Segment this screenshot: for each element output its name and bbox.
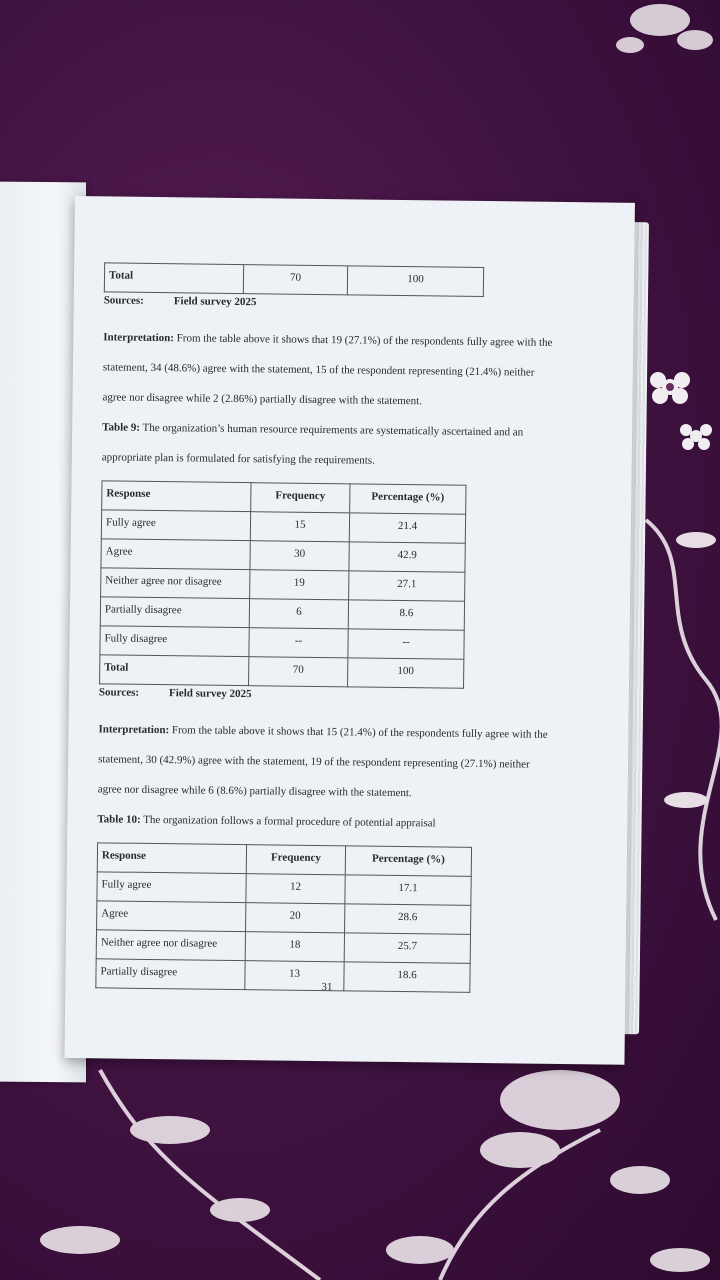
table-row bbox=[104, 263, 483, 297]
sources-label: Sources: bbox=[103, 294, 144, 307]
cell-response: Fully agree bbox=[97, 872, 246, 903]
cell-frequency: 19 bbox=[250, 570, 349, 600]
table9-label: Table 9: bbox=[102, 421, 141, 434]
cell-frequency: 15 bbox=[250, 512, 349, 542]
cell-total-label: Total bbox=[100, 655, 249, 686]
table-row bbox=[100, 626, 464, 659]
interpretation-paragraph-1 bbox=[102, 322, 553, 417]
cell-response: Fully disagree bbox=[100, 626, 249, 657]
header-response: Response bbox=[97, 843, 246, 874]
table-header-row bbox=[102, 481, 466, 514]
sources-line-2 bbox=[99, 686, 549, 703]
page-content bbox=[95, 262, 554, 993]
table-10 bbox=[95, 842, 472, 993]
total-percentage: 100 bbox=[347, 266, 483, 297]
table9-caption bbox=[102, 412, 553, 477]
table10-caption bbox=[97, 804, 547, 839]
header-percentage: Percentage (%) bbox=[345, 846, 471, 877]
cell-percentage: -- bbox=[348, 629, 464, 659]
cell-frequency: -- bbox=[249, 628, 348, 658]
table-9 bbox=[99, 480, 466, 688]
cell-frequency: 12 bbox=[246, 874, 345, 904]
cell-frequency: 6 bbox=[249, 599, 348, 629]
cell-response: Neither agree nor disagree bbox=[101, 568, 250, 599]
cell-response: Partially disagree bbox=[96, 959, 245, 990]
cell-total-percentage: 100 bbox=[348, 658, 464, 688]
cell-percentage: 21.4 bbox=[349, 513, 465, 543]
fabric-vine-right bbox=[636, 500, 720, 980]
cell-percentage: 28.6 bbox=[345, 904, 471, 935]
table-header-row bbox=[97, 843, 471, 877]
total-frequency: 70 bbox=[243, 265, 347, 295]
sources-label: Sources: bbox=[98, 686, 140, 699]
cell-frequency: 18 bbox=[245, 932, 344, 962]
interpretation-text: From the table above it shows that 15 (21.4%) of the respondents fully agree with the statement, 30 (42.9%) agree with the statement, 19 of the respondent representing (27.1%) neither agree nor disagree while 6 (8.6%) partially disagree with the statement. bbox=[97, 724, 548, 800]
cell-frequency: 30 bbox=[250, 541, 349, 571]
cell-response: Agree bbox=[101, 539, 250, 570]
cell-percentage: 27.1 bbox=[349, 571, 465, 601]
table10-label: Table 10: bbox=[97, 813, 141, 826]
header-percentage: Percentage (%) bbox=[350, 484, 466, 514]
table-row bbox=[97, 872, 471, 906]
document-page bbox=[64, 196, 634, 1065]
page-number: 31 bbox=[321, 981, 333, 994]
table-row bbox=[101, 539, 465, 572]
cell-percentage: 17.1 bbox=[345, 875, 471, 906]
cell-percentage: 18.6 bbox=[344, 962, 470, 993]
table-row bbox=[96, 959, 470, 993]
table-row bbox=[100, 597, 464, 630]
header-response: Response bbox=[102, 481, 251, 512]
interpretation-label: Interpretation: bbox=[103, 331, 175, 345]
cell-response: Partially disagree bbox=[100, 597, 249, 628]
fabric-flower-right-2 bbox=[672, 414, 720, 458]
header-frequency: Frequency bbox=[251, 483, 350, 513]
table10-caption-text: The organization follows a formal procedure of potential appraisal bbox=[143, 813, 436, 830]
fabric-flowers-bottom bbox=[0, 1040, 720, 1280]
sources-line-1 bbox=[104, 294, 554, 311]
sources-value: Field survey 2025 bbox=[169, 687, 252, 701]
table-total-row bbox=[100, 655, 464, 688]
table9-caption-text: The organization’s human resource requirements are systematically ascertained and an appropriate plan is formulated for satisfying the requirements. bbox=[101, 421, 524, 467]
cell-response: Fully agree bbox=[101, 510, 250, 541]
fabric-flower-top-right bbox=[600, 0, 720, 70]
table-row bbox=[101, 568, 465, 601]
cell-total-frequency: 70 bbox=[249, 657, 348, 687]
sources-value: Field survey 2025 bbox=[173, 295, 257, 309]
interpretation-text: From the table above it shows that 19 (27.1%) of the respondents fully agree with the statement, 34 (48.6%) agree with the statement, 15 of the respondent representing (21.4%) neither agree nor disagree while 2 (2.86%) partially disagree with the statement. bbox=[102, 332, 553, 408]
cell-frequency: 13 bbox=[245, 961, 344, 991]
cell-frequency: 20 bbox=[246, 903, 345, 933]
cell-response: Neither agree nor disagree bbox=[96, 930, 245, 961]
table-row bbox=[96, 930, 470, 964]
header-frequency: Frequency bbox=[246, 845, 345, 875]
table-row bbox=[97, 901, 471, 935]
top-table-total bbox=[104, 262, 484, 297]
total-label: Total bbox=[104, 263, 243, 294]
cell-percentage: 25.7 bbox=[344, 933, 470, 964]
table-row bbox=[101, 510, 465, 543]
cell-percentage: 8.6 bbox=[348, 600, 464, 630]
fabric-flower-right-1 bbox=[640, 362, 700, 412]
interpretation-paragraph-2 bbox=[98, 714, 549, 809]
interpretation-label: Interpretation: bbox=[98, 723, 170, 737]
cell-percentage: 42.9 bbox=[349, 542, 465, 572]
cell-response: Agree bbox=[97, 901, 246, 932]
